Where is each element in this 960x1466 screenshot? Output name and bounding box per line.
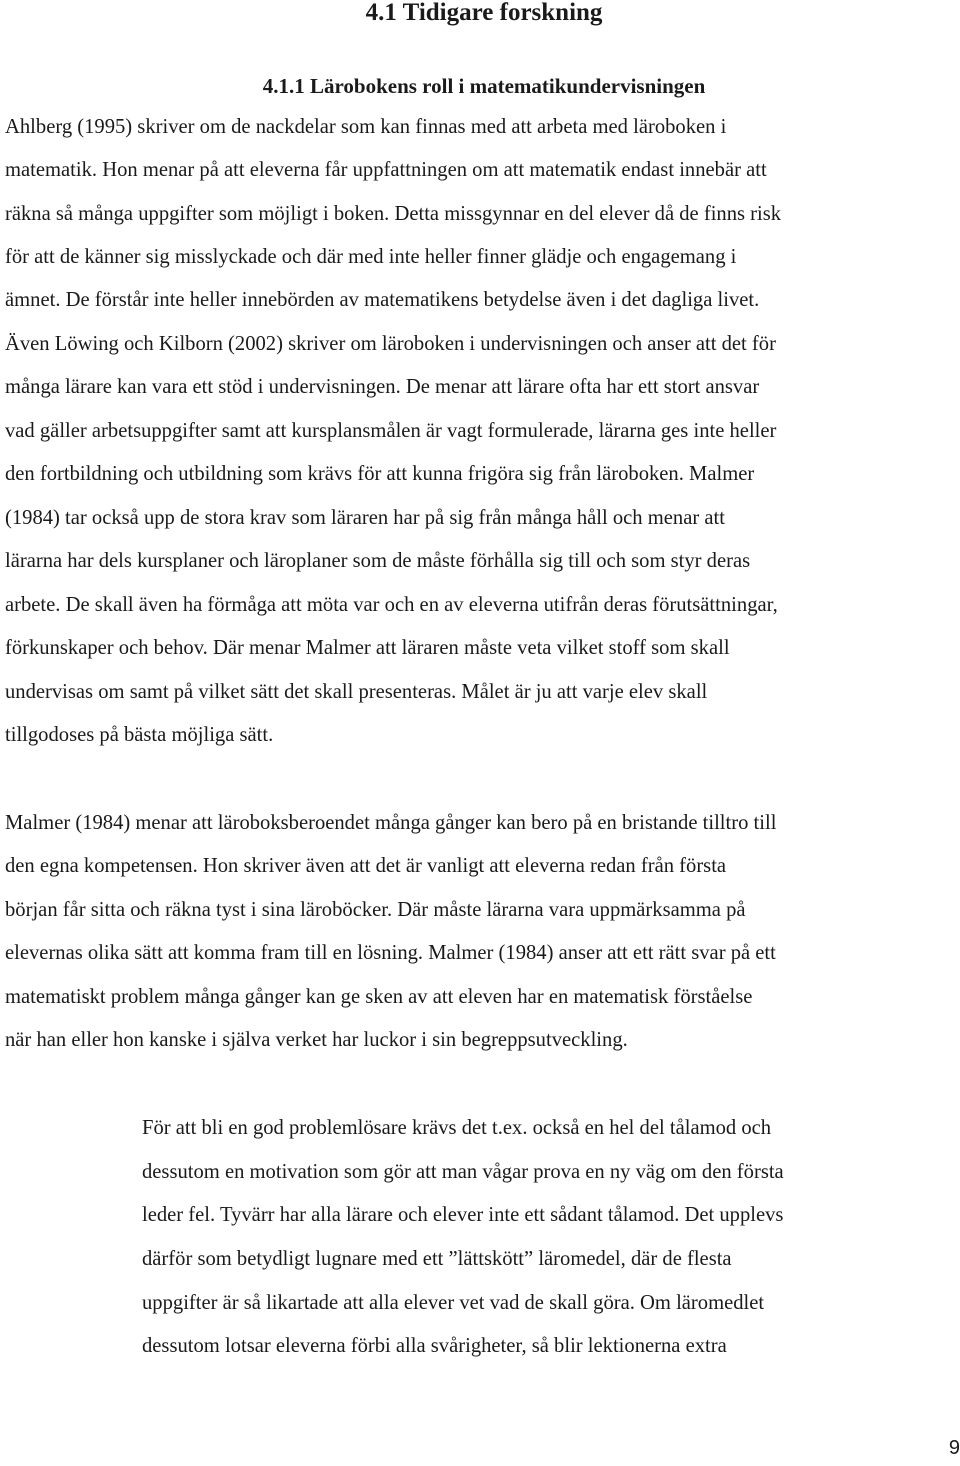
- paragraph-line: Även Löwing och Kilborn (2002) skriver om läroboken i undervisningen och anser att det för: [5, 333, 776, 355]
- paragraph-line: Ahlberg (1995) skriver om de nackdelar som kan finnas med att arbeta med läroboken i: [5, 116, 727, 138]
- paragraph-line: den egna kompetensen. Hon skriver även att det är vanligt att eleverna redan från första: [5, 855, 727, 877]
- paragraph-line: Malmer (1984) menar att läroboksberoendet många gånger kan bero på en bristande tilltro till: [5, 812, 777, 834]
- paragraph-line: lärarna har dels kursplaner och läroplaner som de måste förhålla sig till och som styr deras: [5, 550, 751, 572]
- paragraph-line: matematik. Hon menar på att eleverna får uppfattningen om att matematik endast innebär att: [5, 159, 767, 181]
- paragraph-line: för att de känner sig misslyckade och där med inte heller finner glädje och engagemang i: [5, 246, 737, 268]
- paragraph-line: vad gäller arbetsuppgifter samt att kursplansmålen är vagt formulerade, lärarna ges inte heller: [5, 420, 777, 442]
- page-number: 9: [948, 1437, 960, 1459]
- paragraph-line: räkna så många uppgifter som möjligt i boken. Detta missgynnar en del elever då de finns risk: [5, 203, 782, 225]
- quote-line: leder fel. Tyvärr har alla lärare och elever inte ett sådant tålamod. Det upplevs: [142, 1204, 784, 1226]
- quote-line: därför som betydligt lugnare med ett ”lättskött” läromedel, där de flesta: [142, 1248, 732, 1270]
- quote-line: dessutom lotsar eleverna förbi alla svårigheter, så blir lektionerna extra: [142, 1335, 727, 1357]
- paragraph-line: den fortbildning och utbildning som krävs för att kunna frigöra sig från läroboken. Malmer: [5, 463, 755, 485]
- paragraph-line: matematiskt problem många gånger kan ge sken av att eleven har en matematisk förståelse: [5, 986, 753, 1008]
- paragraph-line: när han eller hon kanske i själva verket har luckor i sin begreppsutveckling.: [5, 1029, 628, 1051]
- quote-line: uppgifter är så likartade att alla elever vet vad de skall göra. Om läromedlet: [142, 1292, 765, 1314]
- paragraph-line: tillgodoses på bästa möjliga sätt.: [5, 724, 274, 746]
- section-heading: 4.1 Tidigare forskning: [365, 0, 603, 26]
- paragraph-line: (1984) tar också upp de stora krav som läraren har på sig från många håll och menar att: [5, 507, 725, 529]
- quote-line: dessutom en motivation som gör att man vågar prova en ny väg om den första: [142, 1161, 784, 1183]
- paragraph-line: ämnet. De förstår inte heller innebörden av matematikens betydelse även i det dagliga livet.: [5, 289, 760, 311]
- paragraph-line: förkunskaper och behov. Där menar Malmer att läraren måste veta vilket stoff som skall: [5, 637, 730, 659]
- paragraph-line: början får sitta och räkna tyst i sina läroböcker. Där måste lärarna vara uppmärksamma på: [5, 899, 746, 921]
- paragraph-line: många lärare kan vara ett stöd i undervisningen. De menar att lärare ofta har ett stort ansvar: [5, 376, 760, 398]
- subsection-heading: 4.1.1 Lärobokens roll i matematikundervisningen: [262, 74, 706, 98]
- quote-line: För att bli en god problemlösare krävs det t.ex. också en hel del tålamod och: [142, 1117, 772, 1139]
- paragraph-line: elevernas olika sätt att komma fram till en lösning. Malmer (1984) anser att ett rätt svar på ett: [5, 942, 776, 964]
- paragraph-line: arbete. De skall även ha förmåga att möta var och en av eleverna utifrån deras förutsättningar,: [5, 594, 778, 616]
- paragraph-line: undervisas om samt på vilket sätt det skall presenteras. Målet är ju att varje elev skall: [5, 681, 708, 703]
